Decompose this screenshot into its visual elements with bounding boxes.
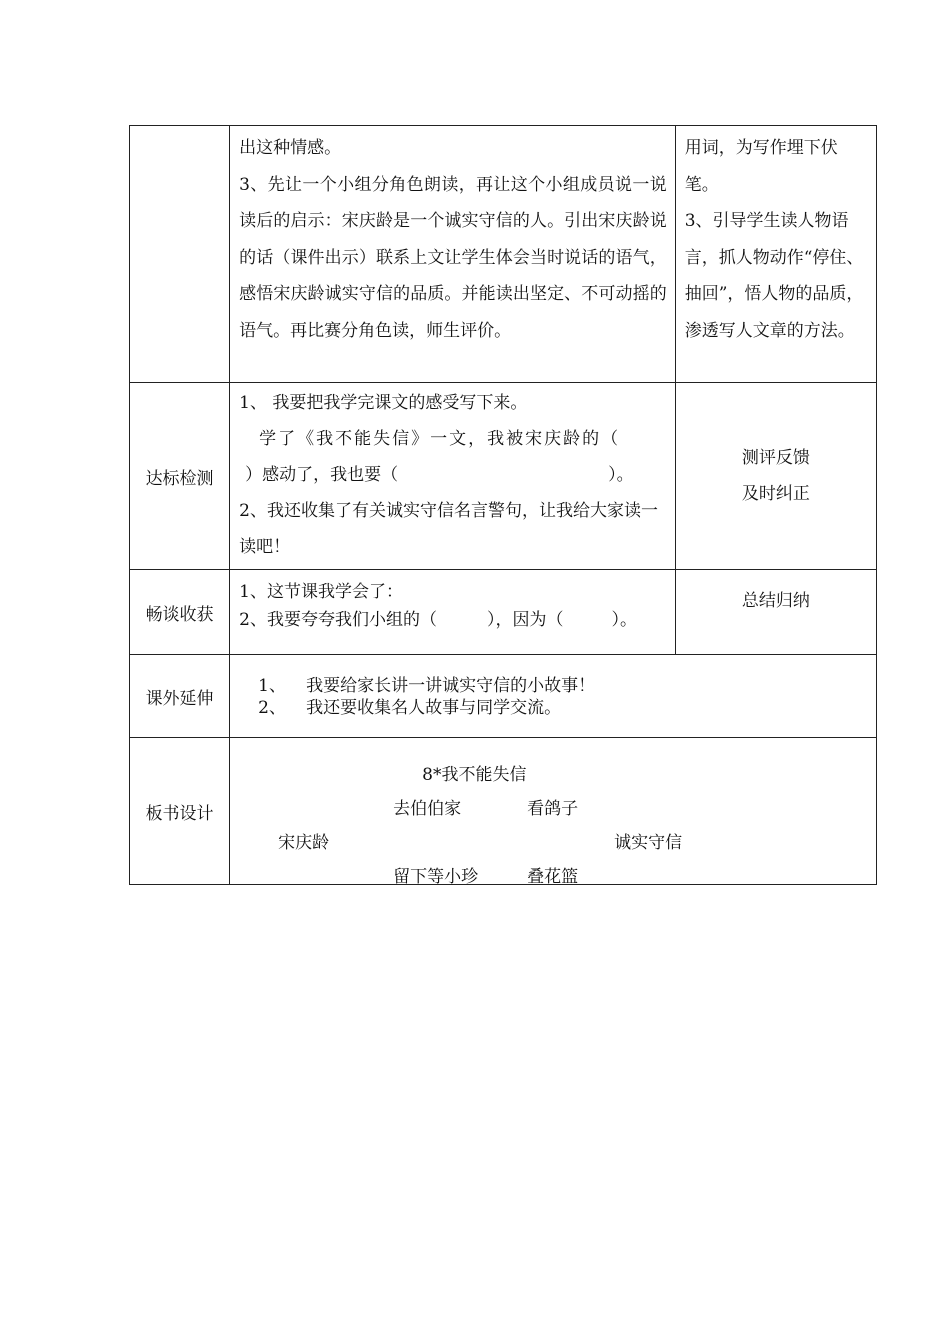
row-label-extension: 课外延伸 [130,655,230,738]
board-item: 看鸽子 [527,799,579,819]
detect-fill-end: ）。 [608,465,634,485]
reading-text-line: 出这种情感。 [239,138,342,158]
talk-fill-prompt: 2、我要夸夸我们小组的（ [239,610,437,630]
reading-note-cell [675,126,876,383]
table-row-detect [130,383,877,570]
talk-note-cell [675,570,876,655]
row-label-board: 板书设计 [130,738,230,885]
detect-note-line: 及时纠正 [741,484,810,504]
row-label-talk: 畅谈收获 [130,570,230,655]
talk-note: 总结归纳 [741,591,810,611]
detect-fill-prompt: ）感动了，我也要（ [245,465,399,485]
board-item: 留下等小珍 [393,867,479,887]
board-item: 去伯伯家 [393,799,462,819]
talk-fill-end: ）。 [611,610,637,630]
board-item: 诚实守信 [614,833,683,853]
board-item: 宋庆龄 [278,833,330,853]
talk-line: 1、这节课我学会了： [239,582,403,602]
lesson-plan-table [129,125,877,885]
detect-line: 1、 我要把我学完课文的感受写下来。 [239,393,528,413]
detect-content-cell [230,383,676,570]
detect-line: 2、我还收集了有关诚实守信名言警句，让我给大家读一读吧！ [239,501,658,557]
row-label-detect: 达标检测 [130,383,230,570]
talk-fill-prompt: ），因为（ [486,610,564,630]
table-row-talk [130,570,877,655]
detect-note-cell [675,383,876,570]
detect-line [239,457,667,493]
detect-fill-prompt: 学了《我不能失信》一文，我被宋庆龄的（ [259,429,621,449]
extension-item [258,697,868,719]
empty-label-cell [130,126,230,383]
talk-content-cell [230,570,676,655]
reading-text-line: 3、先让一个小组分角色朗读，再让这个小组成员说一说读后的启示：宋庆龄是一个诚实守信的人。引出宋庆龄说的话（课件出示）联系上文让学生体会当时说话的语气，感悟宋庆龄诚实守信的品质。并能读出坚定、不可动摇的语气。再比赛分角色读，师生评价。 [239,174,667,341]
talk-line [239,606,667,634]
reading-activity-cell [230,126,676,383]
table-row-board [130,738,877,885]
table-row-reading [130,126,877,383]
extension-item [258,675,868,697]
extension-content-cell [230,655,877,738]
table-row-extension [130,655,877,738]
reading-note-line: 用词，为写作埋下伏笔。 [684,138,838,195]
board-item: 叠花篮 [527,867,579,887]
extension-item-text: 我要给家长讲一讲诚实守信的小故事！ [306,676,596,696]
board-title: 8*我不能失信 [422,765,527,785]
extension-item-number: 1、 [258,676,286,696]
board-design-cell [230,738,877,885]
detect-note-line: 测评反馈 [741,448,810,468]
reading-note-line: 3、引导学生读人物语言，抓人物动作“停住、抽回”，悟人物的品质，渗透写人文章的方法。 [684,211,864,341]
detect-line [239,421,667,457]
extension-item-text: 我还要收集名人故事与同学交流。 [306,698,562,718]
extension-item-number: 2、 [258,698,286,718]
